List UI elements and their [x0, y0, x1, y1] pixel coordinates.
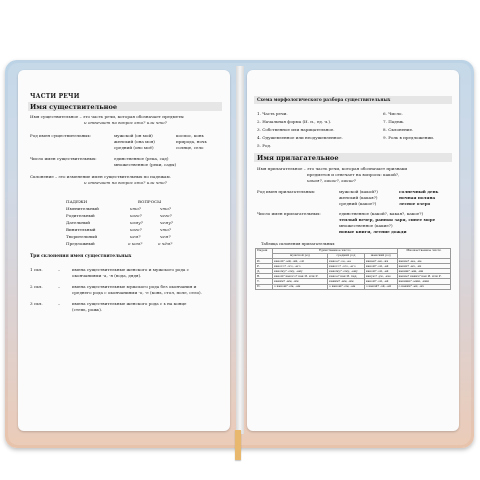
declension-dash: – [58, 301, 61, 306]
left-page [18, 70, 230, 431]
gender-example: космос, конь [176, 133, 204, 138]
declension-number: 3 скл. [30, 301, 43, 306]
case-question: кого? [130, 227, 142, 232]
table-cell: о какой? -ой, -ей [364, 284, 397, 289]
table-cell: И. [256, 259, 273, 264]
table-cell: какой? -ой, -ей [364, 264, 397, 269]
table-title: Таблица склонения прилагательных [261, 241, 335, 246]
declension-definition-cont: и отвечает на вопрос кто? или что? [84, 180, 167, 185]
adj-definition-cont: какая?, какое?, какие? [307, 178, 356, 183]
declension-text: имена существительные женского и мужского рода с [72, 267, 189, 272]
table-cell: какого? -ого, -его [328, 264, 365, 269]
case-name: Дательный [66, 220, 91, 225]
scheme-item: 7. Падеж. [383, 119, 405, 124]
adj-gender-label: Род имен прилагательных: [257, 189, 316, 194]
case-question: кому? [130, 220, 143, 225]
table-cell: какие? каких? как И. или Р. [397, 274, 450, 279]
cases-header: ПАДЕЖИ [66, 199, 88, 204]
table-cell: о каких? -ых, -их [397, 284, 450, 289]
declension-text: (степь, рожь). [72, 307, 103, 312]
table-cell: какому? -ому, -ему [273, 269, 328, 274]
declension-number: 2 скл. [30, 284, 43, 289]
adj-gender-row: женский (какая?) [339, 195, 378, 200]
right-page [247, 70, 459, 431]
noun-definition: Имя существительное – это часть речи, которая обозначает предметы [30, 114, 184, 119]
notebook-spine [236, 66, 244, 434]
case-question: о ком? [128, 241, 143, 246]
declension-text: окончаниями -а, -я (вода, дядя). [72, 273, 142, 278]
adj-gender-example: солнечный день [399, 189, 439, 194]
gender-label: Род имен существительных: [30, 133, 92, 138]
three-declensions-heading: Три склонения имен существительных [30, 254, 132, 259]
scheme-title: Схема морфологического разбора существительных [257, 97, 391, 103]
table-cell: Т. [256, 279, 273, 284]
table-cell: какую? -ую, -юю [364, 274, 397, 279]
table-cell: Д. [256, 269, 273, 274]
scheme-item: 1. Часть речи. [257, 111, 288, 116]
table-cell: какой? какого? как И. или Р. [273, 274, 328, 279]
case-question: чему? [160, 220, 173, 225]
case-question: кто? [130, 206, 141, 211]
table-head-singular: Единственное число [273, 249, 398, 254]
declension-definition: Склонение – это изменение имен существительных по падежам. [30, 174, 171, 179]
scheme-item: 6. Число. [383, 111, 403, 116]
number-label: Число имен существительных: [30, 156, 97, 161]
questions-header: ВОПРОСЫ [138, 199, 162, 204]
case-name: Предложный [66, 241, 95, 246]
declension-text: имена существительные женского рода с ь на конце [72, 301, 187, 306]
case-question: кем? [130, 234, 141, 239]
gender-example: природа, ночь [176, 139, 207, 144]
table-cell: о каком? -ом, -ем [328, 284, 365, 289]
declension-text: среднего рода с окончаниями -о, -е (конь, стол, поле, село). [72, 290, 202, 295]
case-name: Винительный [66, 227, 96, 232]
table-head-masc: мужской род [273, 254, 328, 259]
case-question: чего? [160, 213, 172, 218]
table-cell: каким? -ым, -им [273, 279, 328, 284]
table-cell: какими? -ыми, -ими [397, 279, 450, 284]
table-head-fem: женский род [364, 254, 397, 259]
scheme-item: 4. Одушевленное или неодушевленное. [257, 135, 343, 140]
adj-number-example: теплый вечер, ранняя заря, синее море [339, 217, 436, 222]
table-cell: какое? как И. пад. [328, 274, 365, 279]
adj-number-label: Число имен прилагательных: [257, 211, 321, 216]
number-row: единственное (река, сад) [114, 156, 169, 161]
table-cell: какие? -ые, -ие [397, 259, 450, 264]
adj-definition-cont: предметов и отвечает на вопросы: какой?, [307, 172, 400, 177]
table-cell: каким? -ым, -им [397, 269, 450, 274]
table-cell: какая? -ая, -яя [364, 259, 397, 264]
declension-dash: – [58, 284, 61, 289]
page-title: ЧАСТИ РЕЧИ [30, 93, 80, 100]
table-head-case: Падеж [256, 249, 273, 259]
adj-gender-example: ночная поляна [399, 195, 436, 200]
table-cell: какой? -ой, -ей [364, 269, 397, 274]
adj-number-row: множественное (какие?) [339, 223, 393, 228]
table-cell: о каком? -ом, -ем [273, 284, 328, 289]
table-head-neut: средний род [328, 254, 365, 259]
scheme-item: 3. Собственное или нарицательное. [257, 127, 335, 132]
adj-gender-row: мужской (какой?) [339, 189, 378, 194]
case-question: что? [160, 227, 172, 232]
gender-row: мужской (он мой) [114, 133, 153, 138]
table-head-plural: Множественное число [397, 249, 450, 259]
gender-row: женский (она моя) [114, 139, 155, 144]
case-question: кого? [130, 213, 142, 218]
table-cell: каким? -ым, -им [328, 279, 365, 284]
case-name: Именительный [66, 206, 99, 211]
adj-heading: Имя прилагательное [257, 154, 339, 162]
declension-dash: – [58, 267, 61, 272]
table-cell: какое? -ое, -ее [328, 259, 365, 264]
table-cell: какому? -ому, -ему [328, 269, 365, 274]
case-question: о чём? [158, 241, 173, 246]
table-cell: какой? -ый, -ий, -ой [273, 259, 328, 264]
case-question: чем? [160, 234, 171, 239]
scheme-item: 2. Начальная форма (И. п., ед. ч.). [257, 119, 332, 124]
adj-definition: Имя прилагательное – это часть речи, которая обозначает признаки [257, 166, 408, 171]
gender-row: средний (оно моё) [114, 145, 154, 150]
scheme-item: 5. Род. [257, 143, 272, 148]
table-cell: Р. [256, 264, 273, 269]
case-question: что? [160, 206, 172, 211]
noun-definition-cont: и отвечает на вопрос кто? или что? [84, 120, 167, 125]
declension-number: 1 скл. [30, 267, 43, 272]
scheme-item: 8. Склонение. [383, 127, 414, 132]
adj-gender-row: средний (какое?) [339, 201, 377, 206]
scheme-item: 9. Роль в предложении. [383, 135, 435, 140]
table-cell: какого? -ого, -его [273, 264, 328, 269]
table-cell: П. [256, 284, 273, 289]
adj-number-example: новые книги, летние дожди [339, 229, 407, 234]
declension-table [255, 248, 451, 290]
bookmark-ribbon[interactable] [235, 430, 241, 460]
noun-heading: Имя существительное [30, 103, 118, 111]
gender-example: солнце, село [176, 145, 204, 150]
table-cell: какой? -ой, -ей [364, 279, 397, 284]
case-name: Творительный [66, 234, 98, 239]
table-cell: В. [256, 274, 273, 279]
table-row [256, 284, 451, 289]
case-name: Родительный [66, 213, 95, 218]
declension-text: имена существительные мужского рода без окончания и [72, 284, 197, 289]
adj-gender-example: лесное озеро [399, 201, 431, 206]
number-row: множественное (реки, сады) [114, 162, 177, 167]
adj-number-row: единственное (какой?, какая?, какое?) [339, 211, 424, 216]
table-cell: каких? -ых, -их [397, 264, 450, 269]
